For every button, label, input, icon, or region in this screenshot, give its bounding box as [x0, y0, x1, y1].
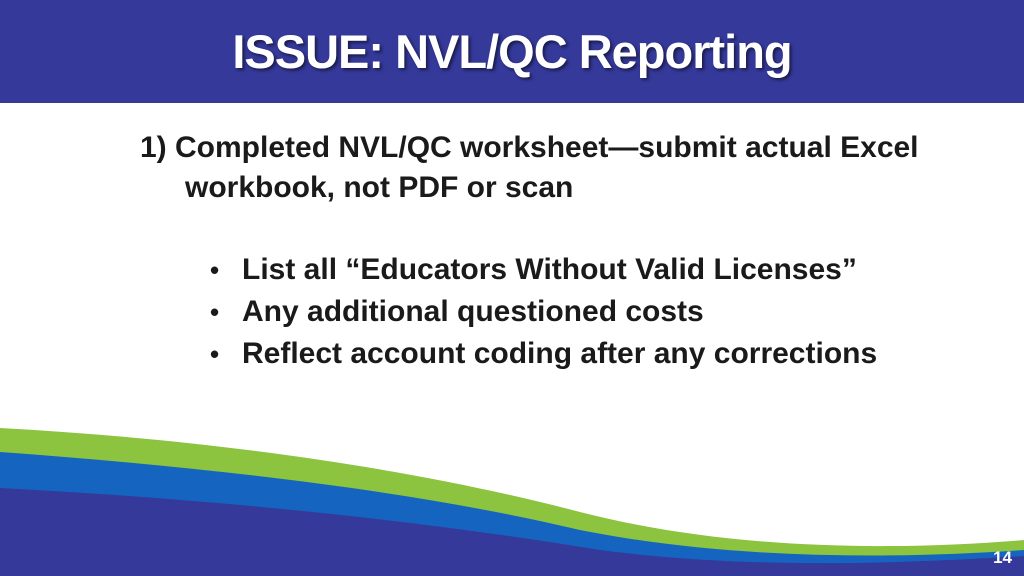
slide-title: ISSUE: NVL/QC Reporting — [232, 25, 792, 78]
bullet-icon: • — [210, 255, 220, 285]
bullet-text: Any additional questioned costs — [242, 295, 704, 328]
page-number: 14 — [993, 548, 1012, 567]
bullet-icon: • — [210, 339, 220, 369]
numbered-item-1: 1) Completed NVL/QC worksheet—submit actual Excel workbook, not PDF or scan — [140, 131, 919, 204]
bullet-icon: • — [210, 297, 220, 327]
bullet-text: List all “Educators Without Valid Licenses” — [242, 253, 857, 286]
bullet-text: Reflect account coding after any corrections — [242, 337, 878, 370]
